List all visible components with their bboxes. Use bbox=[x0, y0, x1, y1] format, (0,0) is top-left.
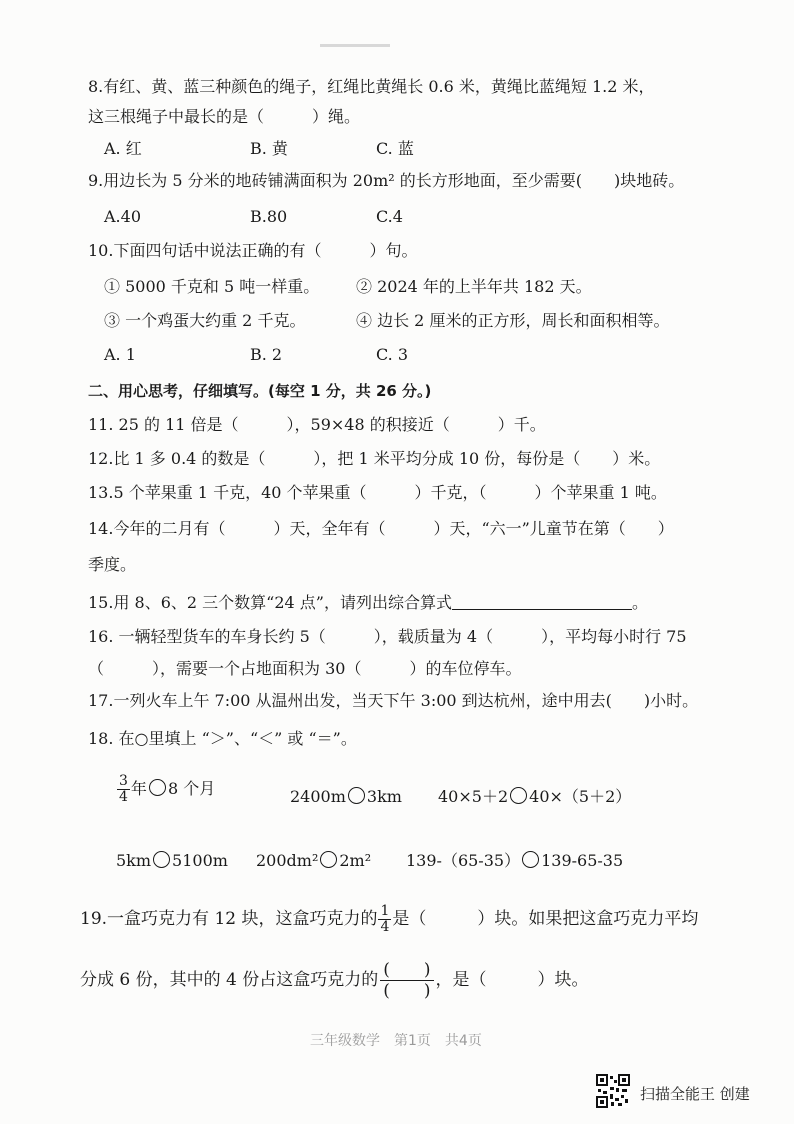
scanner-watermark: 扫描全能王 创建 bbox=[640, 1085, 750, 1103]
q8-option-c: C. 蓝 bbox=[376, 139, 414, 158]
q19-line2: 分成 6 份，其中的 4 份占这盒巧克力的 $\frac{( )}{( )}$ ，是（ ）块。 bbox=[80, 960, 589, 1001]
q10-option-b: B. 2 bbox=[250, 345, 283, 364]
q10-statement-3: ③ 一个鸡蛋大约重 2 千克。 bbox=[104, 311, 306, 330]
q17-text: 17.一列火车上午 7:00 从温州出发，当天下午 3:00 到达杭州，途中用去( )小时。 bbox=[88, 691, 699, 710]
q10-line1: 10.下面四句话中说法正确的有（ ）句。 bbox=[88, 241, 418, 260]
compare-circle[interactable] bbox=[510, 787, 527, 804]
compare-circle[interactable] bbox=[153, 851, 170, 868]
q16-line1: 16. 一辆轻型货车的车身长约 5（ ），载质量为 4（ ），平均每小时行 75 bbox=[88, 627, 687, 646]
q8-option-a: A. 红 bbox=[104, 139, 142, 158]
q14-line2: 季度。 bbox=[88, 555, 137, 574]
section-2-title: 二、用心思考，仔细填写。(每空 1 分，共 26 分。) bbox=[88, 382, 432, 400]
q9-line1: 9.用边长为 5 分米的地砖铺满面积为 20m² 的长方形地面，至少需要( )块地砖。 bbox=[88, 171, 685, 190]
page-footer: 三年级数学 第1页 共4页 bbox=[310, 1033, 482, 1049]
q18-fraction: $\frac{3}{4}$ bbox=[119, 773, 128, 805]
q10-option-a: A. 1 bbox=[104, 345, 136, 364]
q8-option-b: B. 黄 bbox=[250, 139, 288, 158]
q13-text: 13.5 个苹果重 1 千克，40 个苹果重（ ）千克，（ ）个苹果重 1 吨。 bbox=[88, 483, 667, 502]
q18-compare-4: 5km 5100m bbox=[116, 851, 228, 870]
q18-compare-3: 40×5＋2 40×（5＋2） bbox=[438, 787, 632, 806]
q18-title: 18. 在○里填上 “＞”、“＜” 或 “＝”。 bbox=[88, 729, 357, 748]
compare-circle[interactable] bbox=[149, 779, 166, 796]
q9-option-c: C.4 bbox=[376, 207, 403, 226]
q19-answer-fraction[interactable]: $\frac{( )}{( )}$ bbox=[380, 960, 433, 1001]
compare-circle[interactable] bbox=[320, 851, 337, 868]
q11-text: 11. 25 的 11 倍是（ ），59×48 的积接近（ ）千。 bbox=[88, 415, 546, 434]
q18-compare-5: 200dm² 2m² bbox=[256, 851, 372, 870]
top-mark bbox=[320, 44, 390, 47]
q12-text: 12.比 1 多 0.4 的数是（ ），把 1 米平均分成 10 份，每份是（ ）米。 bbox=[88, 449, 661, 468]
q16-line2: （ ），需要一个占地面积为 30（ ）的车位停车。 bbox=[88, 659, 522, 678]
q15-end: 。 bbox=[631, 593, 648, 612]
q15-line bbox=[88, 592, 648, 614]
compare-circle[interactable] bbox=[522, 851, 539, 868]
q18-compare-1: $\frac{3}{4}$ 年 8 个月 bbox=[119, 773, 216, 805]
q10-statement-4: ④ 边长 2 厘米的正方形，周长和面积相等。 bbox=[356, 311, 670, 330]
q9-option-a: A.40 bbox=[104, 207, 141, 226]
q8-line1: 8.有红、黄、蓝三种颜色的绳子，红绳比黄绳长 0.6 米，黄绳比蓝绳短 1.2 米， bbox=[88, 77, 655, 96]
qr-code-icon bbox=[596, 1074, 630, 1108]
q9-option-b: B.80 bbox=[250, 207, 288, 226]
q19-line1: 19.一盒巧克力有 12 块，这盒巧克力的 $\frac{1}{4}$ 是（ ）块。如果把这盒巧克力平均 bbox=[80, 903, 699, 935]
q18-compare-6: 139-（65-35） 139-65-35 bbox=[406, 851, 624, 870]
compare-circle[interactable] bbox=[348, 787, 365, 804]
q18-compare-2: 2400m 3km bbox=[290, 787, 402, 806]
q14-line1: 14.今年的二月有（ ）天，全年有（ ）天，“六一”儿童节在第（ ） bbox=[88, 519, 674, 538]
q10-statement-2: ② 2024 年的上半年共 182 天。 bbox=[356, 277, 592, 296]
q15-prompt: 15.用 8、6、2 三个数算“24 点”，请列出综合算式 bbox=[88, 593, 452, 612]
q10-statement-1: ① 5000 千克和 5 吨一样重。 bbox=[104, 277, 320, 296]
q10-option-c: C. 3 bbox=[376, 345, 409, 364]
q15-answer-blank[interactable] bbox=[452, 593, 632, 610]
q8-line2: 这三根绳子中最长的是（ ）绳。 bbox=[88, 107, 361, 126]
q19-fraction: $\frac{1}{4}$ bbox=[380, 903, 390, 935]
